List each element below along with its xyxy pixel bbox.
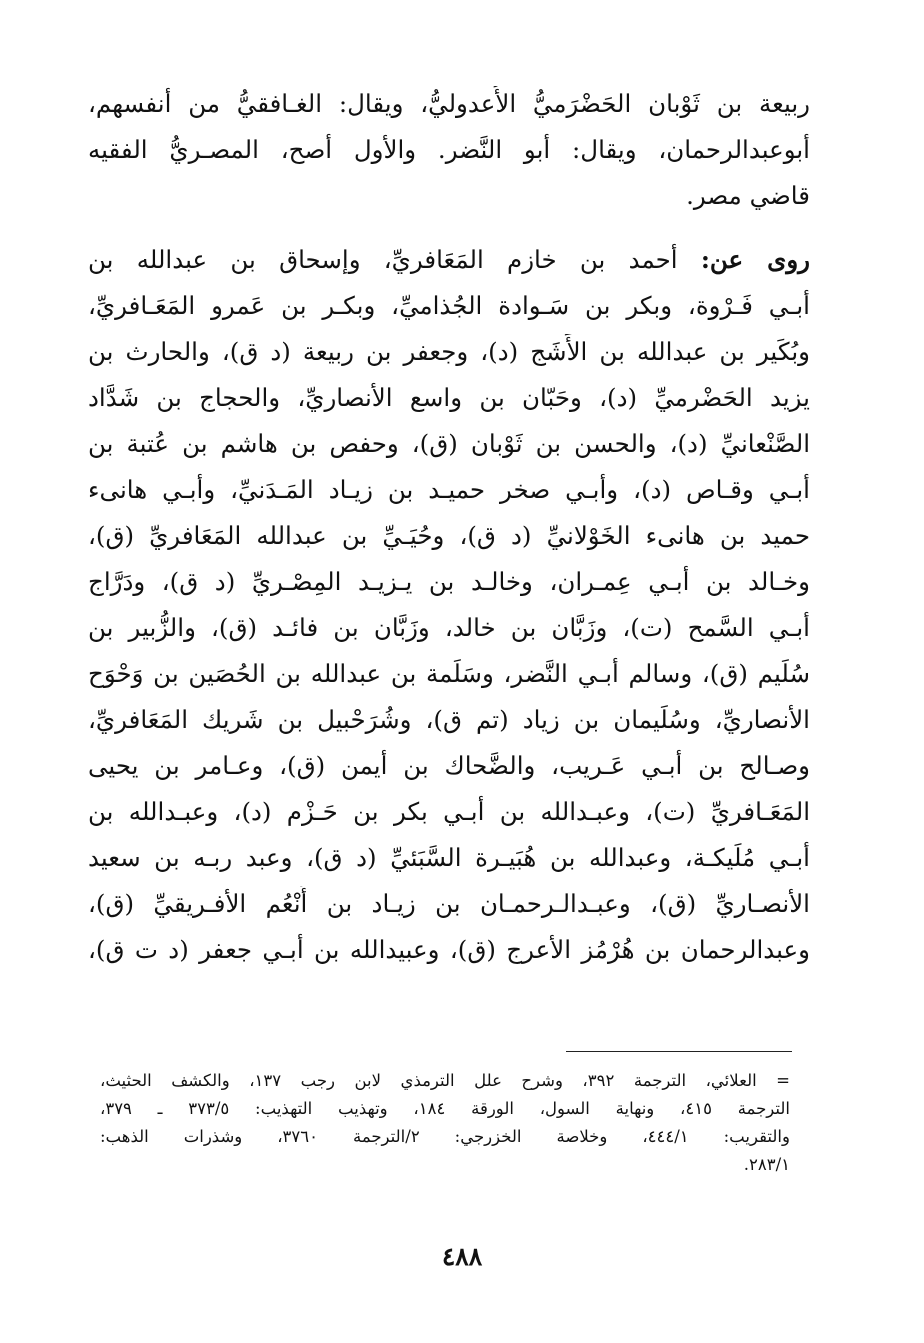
page-number: ٤٨٨ [441, 1242, 483, 1271]
text-line-rest: أحمد بن خازم المَعَافريِّ، وإسحاق بن عبدالله بن [88, 245, 678, 274]
paragraph-gap [88, 224, 810, 242]
text-line: يزيد الحَضْرميِّ (د)، وحَبّان بن واسع الأنصاريِّ، والحجاج بن شَدَّاد [88, 383, 810, 412]
text-line: أبـي فَـرْوة، وبكر بن سَـوادة الجُذاميِّ، وبكـر بن عَمرو المَعَـافريِّ، [88, 291, 810, 320]
text-line: الأنصـاريِّ (ق)، وعبـدالـرحمـان بن زيـاد بن أَنْعُم الأفـريقيِّ (ق)، [88, 889, 810, 918]
main-text [88, 86, 810, 978]
text-line: سُلَيم (ق)، وسالم أبـي النَّضر، وسَلَمة بن عبدالله بن الحُصَين بن وَحْوَح [88, 659, 810, 688]
text-line: وصـالح بن أبـي عَـريب، والضَّحاك بن أيمن (ق)، وعـامر بن يحيى [88, 751, 810, 780]
text-line: وعبدالرحمان بن هُرْمُز الأعرج (ق)، وعبيدالله بن أبـي جعفر (د ت ق)، [88, 935, 810, 964]
footnote-line: ٢٨٣/١. [743, 1155, 790, 1174]
text-line: المَعَـافريِّ (ت)، وعبـدالله بن أبـي بكر بن حَـزْم (د)، وعبـدالله بن [88, 797, 810, 826]
footnote-line: = العلائي، الترجمة ٣٩٢، وشرح علل الترمذي لابن رجب ١٣٧، والكشف الحثيث، [100, 1071, 790, 1090]
text-line: أبوعبدالرحمان، ويقال: أبو النَّضر. والأول أصح، المصـريُّ الفقيه [88, 135, 810, 164]
text-line: أبـي السَّمح (ت)، وزَبَّان بن خالد، وزَبَّان بن فائـد (ق)، والزُّبير بن [88, 613, 810, 642]
text-line: ربيعة بن ثَوْبان الحَضْرَميُّ الأُعدوليُّ، ويقال: الغـافقيُّ من أنفسهم، [88, 89, 810, 118]
text-line: وبُكَير بن عبدالله بن الأَشَج (د)، وجعفر بن ربيعة (د ق)، والحارث بن [88, 337, 810, 366]
text-line: وخـالد بن أبـي عِمـران، وخالـد بن يـزيـد المِصْـريِّ (د ق)، ودَرَّاج [88, 567, 810, 596]
text-line: الصَّنْعانيِّ (د)، والحسن بن ثَوْبان (ق)، وحفص بن هاشم بن عُتبة بن [88, 429, 810, 458]
text-line: الأنصاريِّ، وسُلَيمان بن زياد (تم ق)، وشُرَحْبيل بن شَريك المَعَافريِّ، [88, 705, 810, 734]
text-line: حميد بن هانىء الخَوْلانيِّ (د ق)، وحُيَـيِّ بن عبدالله المَعَافريِّ (ق)، [88, 521, 810, 550]
text-line: قاضي مصر. [686, 181, 810, 210]
footnote-separator [566, 1051, 792, 1052]
narrated-from-label: روى عن: [700, 245, 810, 274]
text-line [88, 242, 810, 288]
text-line: أبـي وقـاص (د)، وأبـي صخر حميـد بن زيـاد المَـدَنيِّ، وأبـي هانىء [88, 475, 810, 504]
footnote [100, 1070, 790, 1182]
footnote-line: والتقريب: ٤٤٤/١، وخلاصة الخزرجي: ٢/الترجمة ٣٧٦٠، وشذرات الذهب: [100, 1127, 790, 1146]
footnote-line: الترجمة ٤١٥، ونهاية السول، الورقة ١٨٤، وتهذيب التهذيب: ٣٧٣/٥ ـ ٣٧٩، [100, 1099, 790, 1118]
text-line: أبـي مُلَيكـة، وعبدالله بن هُبَيـرة السَّبَئيِّ (د ق)، وعبد ربـه بن سعيد [88, 843, 810, 872]
